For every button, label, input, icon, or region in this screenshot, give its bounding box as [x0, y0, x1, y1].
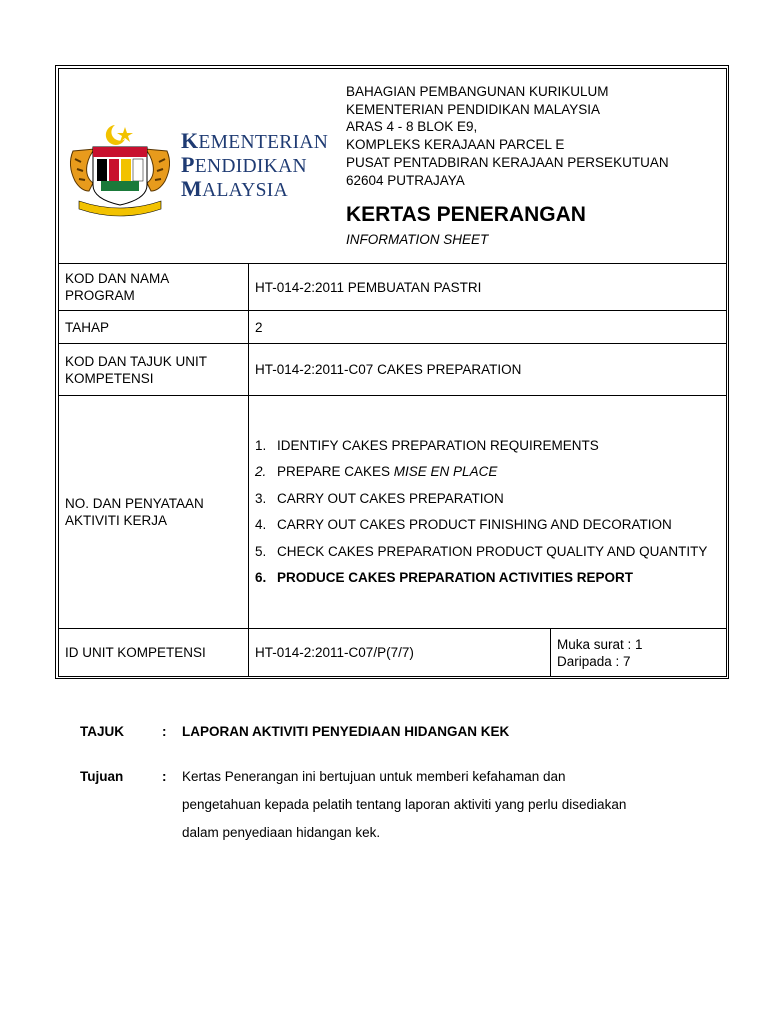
unit-value: HT-014-2:2011-C07 CAKES PREPARATION [249, 344, 727, 396]
program-value: HT-014-2:2011 PEMBUATAN PASTRI [249, 264, 727, 311]
list-item: 1. IDENTIFY CAKES PREPARATION REQUIREMENTS [255, 437, 599, 453]
activities-label: NO. DAN PENYATAAN AKTIVITI KERJA [59, 396, 249, 629]
activities-list [255, 433, 720, 592]
list-item: 4. CARRY OUT CAKES PRODUCT FINISHING AND DECORATION [255, 517, 672, 532]
malaysia-crest-icon [65, 121, 175, 221]
page-number-cell [551, 629, 727, 677]
activities-cell [249, 396, 727, 629]
unit-label: KOD DAN TAJUK UNIT KOMPETENSI [59, 344, 249, 396]
ministry-address [346, 83, 669, 189]
unit-id-label: ID UNIT KOMPETENSI [59, 629, 249, 677]
tujuan-label: Tujuan [80, 769, 124, 784]
tujuan-colon: : [162, 769, 167, 784]
tajuk-colon: : [162, 724, 167, 739]
address-line: ARAS 4 - 8 BLOK E9, [346, 119, 478, 135]
tujuan-line: pengetahuan kepada pelatih tentang laporan aktiviti yang perlu disediakan [182, 797, 627, 812]
unit-id-value: HT-014-2:2011-C07/P(7/7) [249, 629, 551, 677]
header-cell [59, 69, 727, 264]
list-item: 6. PRODUCE CAKES PREPARATION ACTIVITIES REPORT [255, 570, 634, 585]
address-line: PUSAT PENTADBIRAN KERAJAAN PERSEKUTUAN [346, 154, 669, 170]
address-line: 62604 PUTRAJAYA [346, 172, 465, 188]
ministry-logo [65, 121, 335, 221]
level-label: TAHAP [59, 311, 249, 344]
list-item: 2. PREPARE CAKES MISE EN PLACE [255, 464, 498, 479]
page-total: Daripada : 7 [557, 653, 631, 669]
document-frame [55, 65, 729, 679]
address-line: KEMENTERIAN PENDIDIKAN MALAYSIA [346, 101, 601, 117]
tajuk-text: LAPORAN AKTIVITI PENYEDIAAN HIDANGAN KEK [182, 724, 510, 739]
document-title: KERTAS PENERANGAN [346, 203, 586, 226]
tujuan-line: Kertas Penerangan ini bertujuan untuk memberi kefahaman dan [182, 769, 566, 784]
list-item: 5. CHECK CAKES PREPARATION PRODUCT QUALITY AND QUANTITY [255, 543, 708, 559]
ministry-name: KEMENTERIAN PENDIDIKAN MALAYSIA [181, 128, 329, 201]
info-table [58, 68, 727, 677]
tujuan-text [182, 763, 722, 847]
document-subtitle: INFORMATION SHEET [346, 232, 489, 247]
page-number: Muka surat : 1 [557, 636, 643, 652]
tajuk-label: TAJUK [80, 724, 125, 739]
address-line: BAHAGIAN PEMBANGUNAN KURIKULUM [346, 84, 609, 99]
program-label: KOD DAN NAMA PROGRAM [59, 264, 249, 311]
list-item: 3. CARRY OUT CAKES PREPARATION [255, 490, 504, 506]
address-line: KOMPLEKS KERAJAAN PARCEL E [346, 137, 565, 153]
tujuan-line: dalam penyediaan hidangan kek. [182, 825, 381, 840]
level-value: 2 [249, 311, 727, 344]
